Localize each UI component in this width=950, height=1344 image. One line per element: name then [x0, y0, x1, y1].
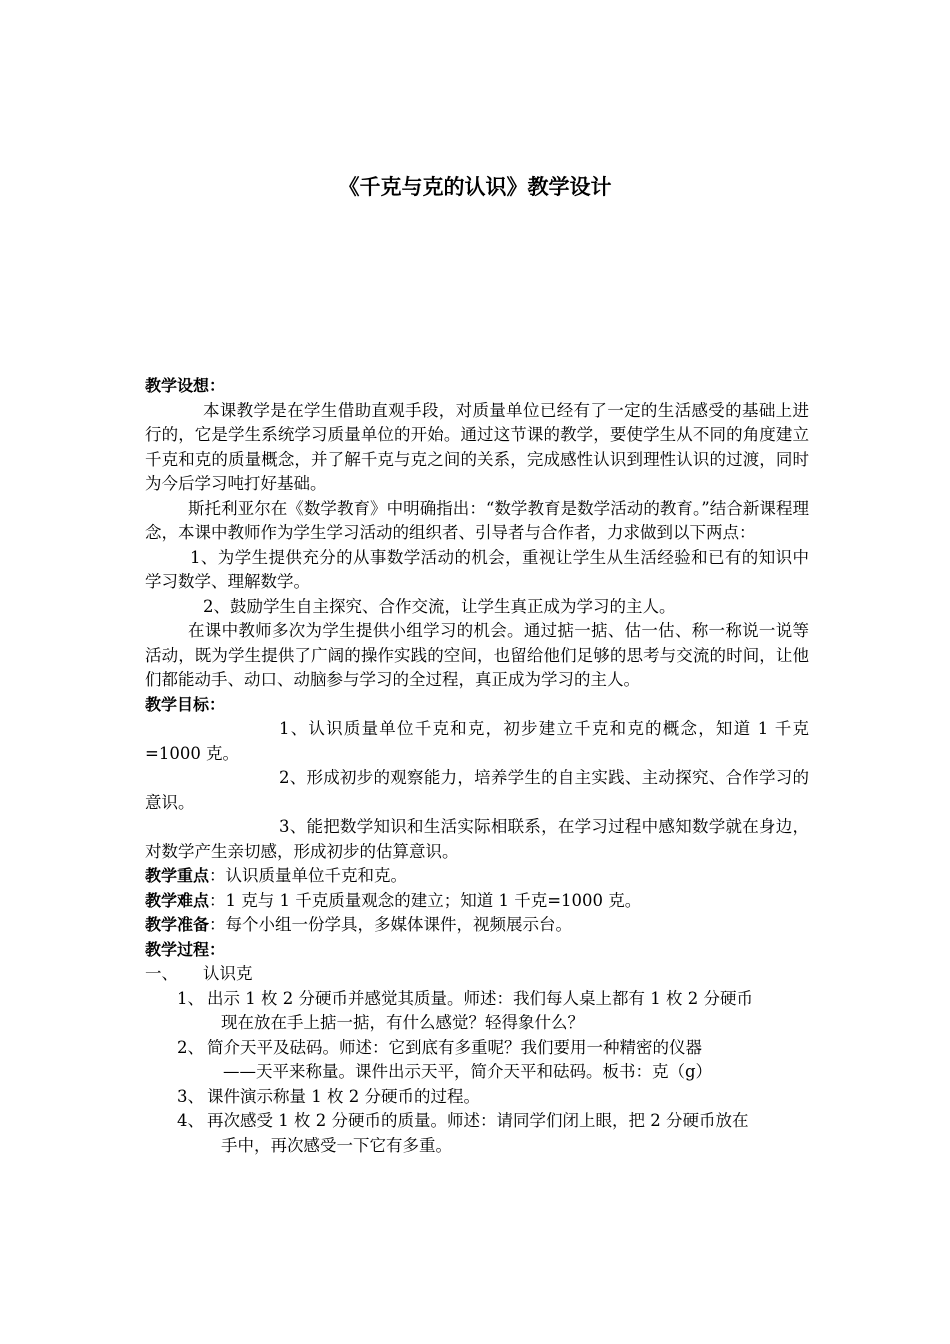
idea-paragraph-5: 在课中教师多次为学生提供小组学习的机会。通过掂一掂、估一估、称一称说一说等活动，既为学生提供了广阔的操作实践的空间，也留给他们足够的思考与交流的时间，让他们都能动手、动口、动脑参与学习的全过程，真正成为学习的主人。 [145, 621, 809, 689]
step-2-line-1: 简介天平及砝码。师述：它到底有多重呢？我们要用一种精密的仪器 [207, 1037, 702, 1057]
key-text: ：认识质量单位千克和克。 [209, 866, 408, 885]
step-4-number: 4、 [177, 1111, 204, 1130]
idea-heading: 教学设想： [145, 376, 226, 395]
process-step-3 [177, 1085, 809, 1110]
process-step-1 [177, 987, 809, 1036]
step-4-line-2: 手中，再次感受一下它有多重。 [221, 1135, 452, 1155]
part-1-title: 认识克 [203, 964, 253, 983]
key-heading: 教学重点 [145, 866, 210, 885]
idea-paragraph-2: 斯托利亚尔在《数学教育》中明确指出：“数学教育是数学活动的教育。”结合新课程理念，本课中教师作为学生学习活动的组织者、引导者与合作者，力求做到以下两点： [145, 498, 809, 542]
document-title: 《千克与克的认识》教学设计 [338, 175, 612, 199]
step-1-line-2: 现在放在手上掂一掂，有什么感觉？轻得象什么？ [221, 1013, 584, 1032]
process-part-1 [145, 962, 809, 987]
step-3-line-1: 课件演示称量 1 枚 2 分硬币的过程。 [207, 1086, 480, 1106]
document-body [145, 374, 809, 1158]
prep-text: ：每个小组一份学具，多媒体课件，视频展示台。 [209, 915, 573, 934]
step-3-number: 3、 [177, 1086, 204, 1106]
idea-paragraph-4: 2、鼓励学生自主探究、合作交流，让学生真正成为学习的主人。 [203, 596, 676, 616]
part-1-number: 一、 [145, 964, 178, 983]
step-2-line-2: ——天平来称量。课件出示天平，简介天平和砝码。板书：克（g） [223, 1062, 713, 1081]
goal-item-2: 2、形成初步的观察能力，培养学生的自主实践、主动探究、合作学习的意识。 [145, 768, 809, 812]
process-heading: 教学过程： [145, 939, 226, 959]
process-step-4 [177, 1109, 809, 1158]
goal-item-1: 1、认识质量单位千克和克，初步建立千克和克的概念，知道 1 千克=1000 克。 [145, 719, 809, 763]
process-step-2 [177, 1036, 809, 1085]
idea-paragraph-1: 本课教学是在学生借助直观手段，对质量单位已经有了一定的生活感受的基础上进行的，它是学生系统学习质量单位的开始。通过这节课的教学，要使学生从不同的角度建立千克和克的质量概念，并了解千克与克之间的关系，完成感性认识到理性认识的过渡，同时为今后学习吨打好基础。 [145, 400, 809, 493]
step-1-line-1: 出示 1 枚 2 分硬币并感觉其质量。师述：我们每人桌上都有 1 枚 2 分硬币 [207, 988, 753, 1008]
key-point [145, 864, 809, 889]
idea-paragraph-3: 1、为学生提供充分的从事数学活动的机会，重视让学生从生活经验和已有的知识中学习数学、理解数学。 [145, 547, 809, 591]
difficulty-heading: 教学难点 [145, 890, 210, 910]
step-2-number: 2、 [177, 1037, 204, 1057]
difficulty-text: ：1 克与 1 千克质量观念的建立；知道 1 千克=1000 克。 [209, 890, 642, 910]
preparation [145, 913, 809, 938]
difficulty-point [145, 889, 809, 914]
step-1-number: 1、 [177, 988, 204, 1008]
goals-heading: 教学目标： [145, 694, 226, 714]
goal-item-3: 3、能把数学知识和生活实际相联系，在学习过程中感知数学就在身边，对数学产生亲切感，形成初步的估算意识。 [145, 817, 809, 861]
step-4-line-1: 再次感受 1 枚 2 分硬币的质量。师述：请同学们闭上眼，把 2 分硬币放在 [207, 1111, 749, 1130]
prep-heading: 教学准备 [145, 915, 210, 934]
